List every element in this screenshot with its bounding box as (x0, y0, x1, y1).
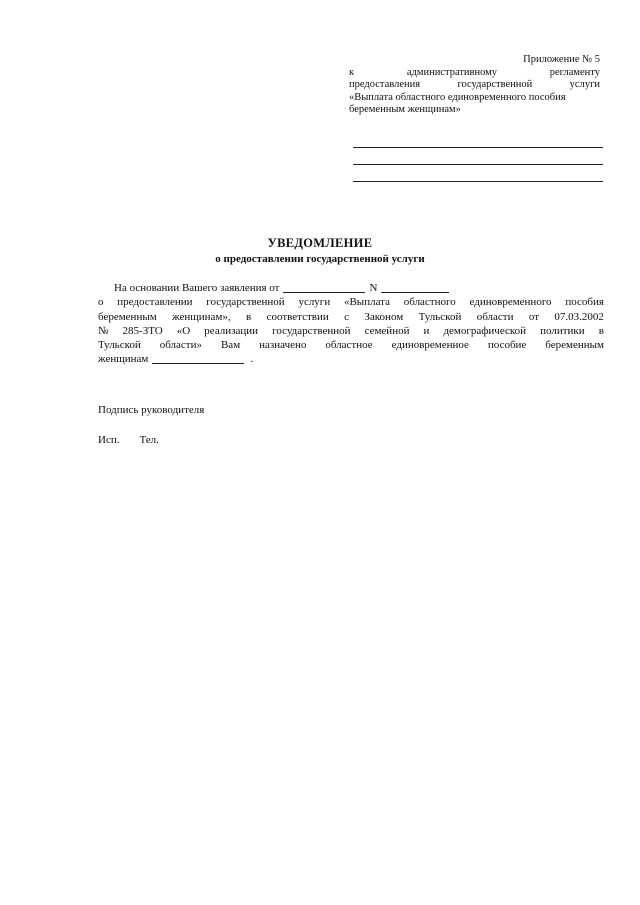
body-word: . (250, 353, 254, 366)
number-label: N (369, 282, 378, 294)
appendix-line-5: беременным женщинам» (349, 104, 461, 115)
signature-label: Подпись руководителя (98, 404, 205, 416)
appendix-word: государственной (457, 79, 533, 90)
body-word: области (476, 310, 514, 323)
body-line-5 (98, 338, 604, 352)
body-word: беременным (98, 310, 157, 323)
recipient-line[interactable] (353, 164, 603, 165)
appendix-word: к (349, 66, 355, 78)
appendix-number: Приложение № 5 (523, 54, 600, 65)
body-word: в (246, 310, 252, 323)
body-word: «О (176, 324, 191, 337)
body-word: единовременное (391, 339, 469, 352)
body-word: Тульской (98, 339, 141, 352)
body-word: государственной (206, 296, 285, 309)
contacts-block (98, 434, 159, 446)
recipient-line[interactable] (353, 147, 603, 148)
body-word: реализации (204, 324, 259, 337)
recipient-block (353, 147, 603, 198)
body-word: областного (403, 296, 456, 309)
appendix-line-3 (349, 79, 600, 92)
body-word: пособие (487, 339, 527, 352)
body-word: назначено (259, 339, 307, 352)
body-line-4 (98, 324, 604, 338)
body-word: женщинам (98, 353, 149, 366)
notification-body (98, 281, 604, 367)
body-word: услуги (298, 296, 331, 309)
appendix-word: предоставления (349, 79, 421, 90)
body-word: 285-ЗТО (122, 324, 163, 337)
phone-label: Тел. (139, 434, 159, 446)
body-line-1 (98, 281, 604, 295)
body-word: беременным (545, 339, 604, 352)
benefit-amount-field[interactable] (152, 352, 244, 364)
body-word: единовременного (469, 296, 552, 309)
body-word: соответствии (266, 310, 329, 323)
appendix-word: регламенту (549, 66, 600, 78)
document-title: УВЕДОМЛЕНИЕ (267, 236, 373, 250)
body-word: о (98, 296, 104, 309)
body-word: с (344, 310, 349, 323)
body-word: Вам (220, 339, 241, 352)
body-word: Тульской (418, 310, 462, 323)
executor-label: Исп. (98, 434, 120, 446)
body-word: № (98, 324, 109, 337)
body-word: «Выплата (343, 296, 390, 309)
body-word: женщинам», (172, 310, 231, 323)
body-word: в (598, 324, 604, 337)
document-subtitle: о предоставлении государственной услуги (215, 253, 425, 265)
body-word: государственной (272, 324, 351, 337)
appendix-line-4: «Выплата областного единовременного пособия (349, 91, 566, 103)
application-number-field[interactable] (381, 281, 449, 293)
recipient-line[interactable] (353, 181, 603, 182)
body-word: от (528, 310, 540, 323)
body-word: семейной (364, 324, 410, 337)
body-word: Законом (364, 310, 404, 323)
body-word: политики (540, 324, 585, 337)
appendix-word: административному (406, 66, 498, 78)
intro-text: На основании Вашего заявления от (114, 282, 280, 294)
appendix-word: услуги (569, 79, 600, 90)
body-line-3 (98, 310, 604, 324)
application-date-field[interactable] (283, 281, 365, 293)
body-line-2 (98, 295, 604, 309)
body-word: области» (159, 339, 202, 352)
appendix-line-2 (349, 67, 600, 80)
body-word: пособия (565, 296, 604, 309)
body-word: 07.03.2002 (554, 310, 604, 323)
appendix-header (349, 54, 600, 117)
body-word: и (423, 324, 430, 337)
body-line-6 (98, 352, 604, 366)
body-word: областное (325, 339, 373, 352)
body-word: демографической (443, 324, 527, 337)
body-word: предоставлении (117, 296, 193, 309)
